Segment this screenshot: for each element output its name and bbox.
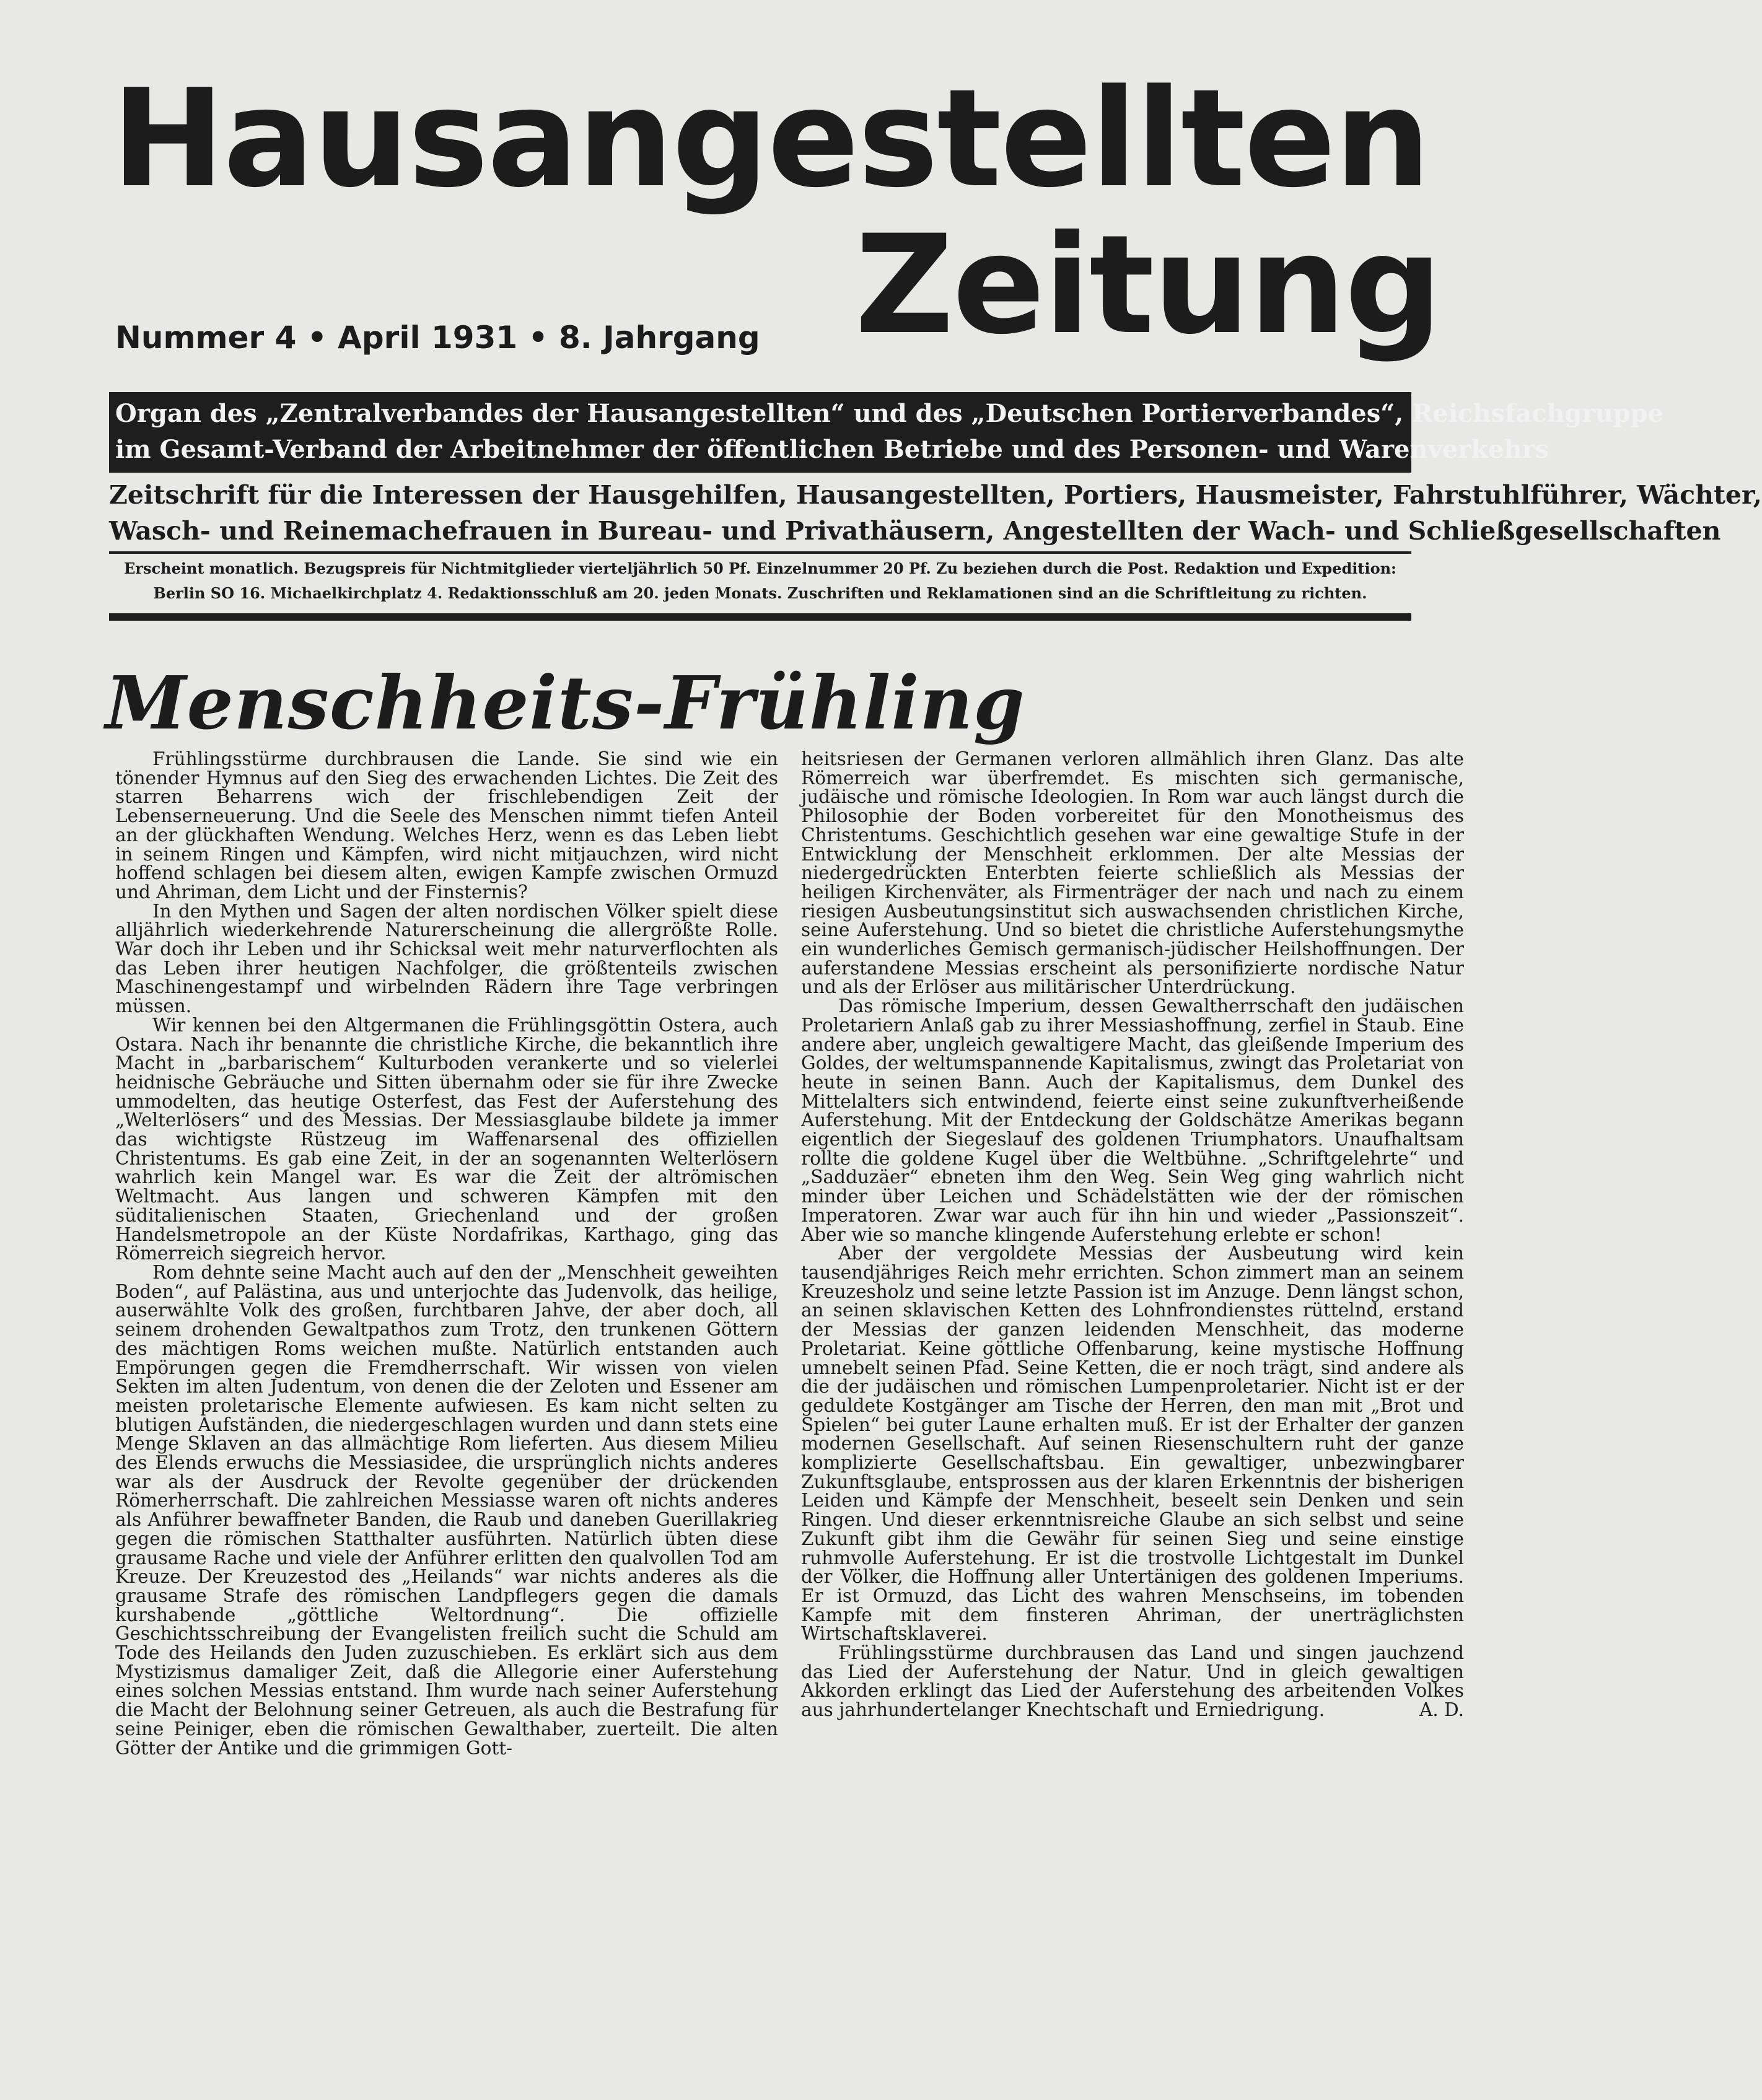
- article-paragraph: heitsriesen der Germanen verloren allmählich ihren Glanz. Das alte Römerreich war überfremdet. Es mischten sich germanische, judäische und römische Ideologien. In Rom war auch längst durch die Philosophie der Boden vorbereitet für den Monotheismus des Christentums. Geschichtlich gesehen war eine gewaltige Stufe in der Entwicklung der Menschheit erklommen. Der alte Messias der niedergedrückten Enterbten feierte schließlich als Messias der heiligen Kirchenväter, als Firmenträger der nach und nach zu einem riesigen Ausbeutungsinstitut sich auswachsenden christlichen Kirche, seine Auferstehung. Und so bietet die christliche Auferstehungsmythe ein wunderliches Gemisch germanisch-jüdischer Heilshoffnungen. Der auferstandene Messias erscheint als personifizierte nordische Natur und als der Erlöser aus militärischer Unterdrückung.: [801, 748, 1464, 998]
- subtitle-line-2: Wasch- und Reinemachefrauen in Bureau- und Privathäusern, Angestellten der Wach- und Schließgesellschaften: [109, 516, 1721, 546]
- divider-rule-top: [109, 551, 1411, 554]
- organ-line-2: im Gesamt-Verband der Arbeitnehmer der öffentlichen Betriebe und des Personen- und Warenverkehrs: [115, 435, 1549, 464]
- issue-line: Nummer 4 • April 1931 • 8. Jahrgang: [115, 320, 760, 356]
- organ-line-1: Organ des „Zentralverbandes der Hausangestellten“ und des „Deutschen Portierverbandes“, Reichsfachgruppe: [115, 399, 1664, 428]
- divider-rule-bottom: [109, 613, 1411, 621]
- article-paragraph: [801, 1643, 1464, 1720]
- closing-paragraph-text: Frühlingsstürme durchbrausen das Land und singen jauchzend das Lied der Auferstehung der Natur. Und in gleich gewaltigen Akkorden erklingt das Lied der Auferstehung des arbeitenden Volkes aus jahrhundertelanger Knechtschaft und Erniedrigung.: [801, 1642, 1464, 1721]
- article-paragraph: Rom dehnte seine Macht auch auf den der „Menschheit geweihten Boden“, auf Palästina, aus und unterjochte das Judenvolk, das heilige, auserwählte Volk des großen, furchtbaren Jahve, der aber doch, all seinem drohenden Gewaltpathos zum Trotz, den trunkenen Göttern des mächtigen Roms weichen mußte. Natürlich entstanden auch Empörungen gegen die Fremdherrschaft. Wir wissen von vielen Sekten im alten Judentum, von denen die der Zeloten und Essener am meisten proletarische Elemente aufwiesen. Es kam nicht selten zu blutigen Aufständen, die niedergeschlagen wurden und dann stets eine Menge Sklaven an das allmächtige Rom lieferten. Aus diesem Milieu des Elends erwuchs die Messiasidee, die ursprünglich nichts anderes war als der Ausdruck der Revolte gegenüber der drückenden Römerherrschaft. Die zahlreichen Messiasse waren oft nichts anderes als Anführer bewaffneter Banden, die Raub und daneben Guerillakrieg gegen die römischen Statthalter ausführten. Natürlich übten diese grausame Rache und viele der Anführer erlitten den qualvollen Tod am Kreuze. Der Kreuzestod des „Heilands“ war nichts anderes als die grausame Strafe des römischen Landpflegers gegen die damals kurshabende „göttliche Weltordnung“. Die offizielle Geschichtsschreibung der Evangelisten freilich sucht die Schuld am Tode des Heilands den Juden zuzuschieben. Es erklärt sich aus dem Mystizismus damaliger Zeit, daß die Allegorie einer Auferstehung eines solchen Messias entstand. Ihm wurde nach seiner Auferstehung die Macht der Belohnung seiner Getreuen, als auch die Bestrafung für seine Peiniger, eben die römischen Gewalthaber, zuerteilt. Die alten Götter der Antike und die grimmigen Gott-: [115, 1261, 778, 1759]
- article-column-left: [115, 750, 778, 1757]
- publication-info-line-1: Erscheint monatlich. Bezugspreis für Nichtmitglieder vierteljährlich 50 Pf. Einzelnummer 20 Pf. Zu beziehen durch die Post. Redaktion und Expedition:: [124, 559, 1396, 577]
- article-headline: Menschheits-Frühling: [105, 660, 1025, 746]
- article-column-right: [801, 750, 1464, 1720]
- article-paragraph: Das römische Imperium, dessen Gewaltherrschaft den judäischen Proletariern Anlaß gab zu ihrer Messiashoffnung, zerfiel in Staub. Eine andere aber, ungleich gewaltigere Macht, das gleißende Imperium des Goldes, der weltumspannende Kapitalismus, zwingt das Proletariat von heute in seinen Bann. Auch der Kapitalismus, dem Dunkel des Mittelalters sich entwindend, feierte einst seine zukunftverheißende Auferstehung. Mit der Entdeckung der Goldschätze Amerikas begann eigentlich der Siegeslauf des goldenen Triumphators. Unaufhaltsam rollte die goldene Kugel über die Weltbühne. „Schriftgelehrte“ und „Sadduzäer“ ebneten ihm den Weg. Sein Weg ging wahrlich nicht minder über Leichen und Schädelstätten wie der der römischen Imperatoren. Zwar war auch für ihn hin und wieder „Passionszeit“. Aber wie so manche klingende Auferstehung erlebte er schon!: [801, 995, 1464, 1245]
- subtitle: [109, 477, 1762, 549]
- subtitle-line-1: Zeitschrift für die Interessen der Hausgehilfen, Hausangestellten, Portiers, Hausmeister, Fahrstuhlführer, Wächter,: [109, 480, 1762, 510]
- masthead-title-line2: Zeitung: [855, 206, 1442, 364]
- article-paragraph: Aber der vergoldete Messias der Ausbeutung wird kein tausendjähriges Reich mehr errichten. Schon zimmert man an seinem Kreuzesholz und seine letzte Passion ist im Anzuge. Denn längst schon, an seinen sklavischen Ketten des Lohnfrondienstes rüttelnd, erstand der Messias der ganzen leidenden Menschheit, das moderne Proletariat. Keine göttliche Offenbarung, keine mystische Hoffnung umnebelt seinen Pfad. Seine Ketten, die er noch trägt, sind andere als die der judäischen und römischen Lumpenproletarier. Nicht ist er der geduldete Kostgänger am Tische der Herren, den man mit „Brot und Spielen“ bei guter Laune erhalten muß. Er ist der Erhalter der ganzen modernen Gesellschaft. Auf seinen Riesenschultern ruht der ganze komplizierte Gesellschaftsbau. Ein gewaltiger, unbezwingbarer Zukunftsglaube, entsprossen aus der klaren Erkenntnis der bisherigen Leiden und Kämpfe der Menschheit, beseelt sein Denken und sein Ringen. Und dieser erkenntnisreiche Glaube an sich selbst und seine Zukunft gibt ihm die Gewähr für seinen Sieg und seine einstige ruhmvolle Auferstehung. Er ist die trostvolle Lichtgestalt im Dunkel der Völker, die Hoffnung aller Untertänigen des goldenen Imperiums. Er ist Ormuzd, das Licht des wahren Menschseins, im tobenden Kampfe mit dem finsteren Ahriman, der unerträglichsten Wirtschaftsklaverei.: [801, 1243, 1465, 1645]
- article-paragraph: In den Mythen und Sagen der alten nordischen Völker spielt diese alljährlich wiederkehrende Naturerscheinung die allergrößte Rolle. War doch ihr Leben und ihr Schicksal weit mehr naturverflochten als das Leben ihrer heutigen Nachfolger, die größtenteils zwischen Maschinengestampf und wirbelnden Rädern ihre Tage verbringen müssen.: [115, 900, 778, 1017]
- organ-banner: [109, 392, 1664, 473]
- article-signature: A. D.: [1419, 1699, 1464, 1721]
- article-paragraph: Frühlingsstürme durchbrausen die Lande. Sie sind wie ein tönender Hymnus auf den Sieg des erwachenden Lichtes. Die Zeit des starren Beharrens wich der frischlebendigen Zeit der Lebenserneuerung. Und die Seele des Menschen nimmt tiefen Anteil an der glückhaften Wendung. Welches Herz, wenn es das Leben liebt in seinem Ringen und Kämpfen, wird nicht mitjauchzen, wird nicht hoffend schlagen bei diesem alten, ewigen Kampfe zwischen Ormuzd und Ahriman, dem Licht und der Finsternis?: [115, 748, 778, 903]
- publication-info: [109, 556, 1411, 606]
- masthead-title-line1: Hausangestellten: [112, 61, 1430, 217]
- article-paragraph: Wir kennen bei den Altgermanen die Frühlingsgöttin Ostera, auch Ostara. Nach ihr benannte die christliche Kirche, die bekanntlich ihre Macht in „barbarischem“ Kulturboden verankerte und so vielerlei heidnische Gebräuche und Sitten übernahm oder sie für ihre Zwecke ummodelten, das heutige Osterfest, das Fest der Auferstehung des „Welterlösers“ und des Messias. Der Messiasglaube bildete ja immer das wichtigste Rüstzeug im Waffenarsenal des offiziellen Christentums. Es gab eine Zeit, in der an sogenannten Welterlösern wahrlich kein Mangel war. Es war die Zeit der altrömischen Weltmacht. Aus langen und schweren Kämpfen mit den süditalienischen Staaten, Griechenland und der großen Handelsmetropole an der Küste Nordafrikas, Karthago, ging das Römerreich siegreich hervor.: [115, 1014, 778, 1264]
- publication-info-line-2: Berlin SO 16. Michaelkirchplatz 4. Redaktionsschluß am 20. jeden Monats. Zuschriften und Reklamationen sind an die Schriftleitung zu richten.: [153, 584, 1367, 602]
